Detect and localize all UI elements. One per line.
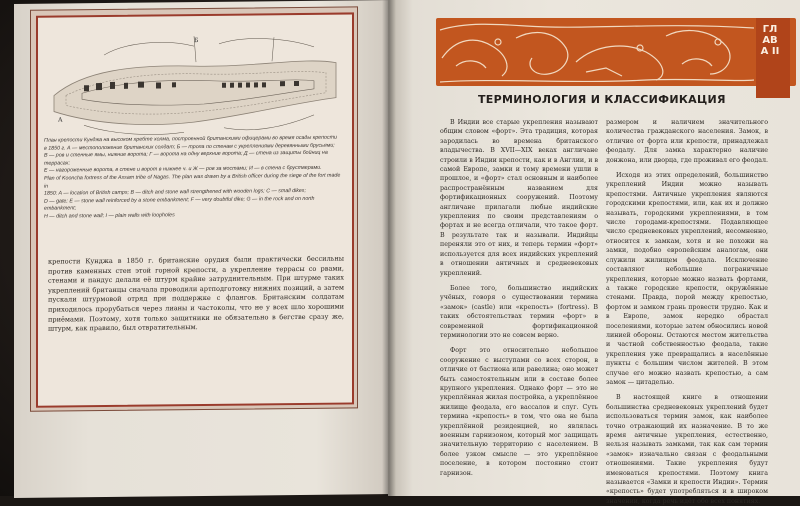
paragraph: В Индии все старые укрепления называют общим словом «форт». Эта традиция, которая зародилась во времена британского владычества. В XVII—XIX веках англичане строили в Индии крепости, как и в Англии, и в самой Европе, замки и тому времени ушли в прошлое, и «форт» стал основным и наиболее распространённым названием для фортификационных сооружений. Поэтому англичане прилагали любые индийские укрепления по своим представлениям о фортах и не всегда отличали, что такое форт. В результате так и называли. Индийцы переняли это от них, и теперь термин «форт» используется для всех индийских укреплений в отношении античных и средневековых укреплений. <box>440 119 598 277</box>
paragraph: размером и наличием значительного количества гражданского населения. Замок, в отличие от форта или крепости, принадлежал феодалу. Для замка характерно наличие донжона, или дворца, где проживал его феодал. <box>606 119 768 164</box>
left-paragraph: крепости Кунджа в 1850 г. британские орудия были практически бессильны против каменных стен этой горной крепости, а укрепление террасы со рвами, стенами и пандус делали её штурм крайне затруднительным. При штурме таких укреплений британцы сначала проводили артподготовку нижних позиций, а затем пускали штурмовой отряд при поддержке с флангов. Британским солдатам приходилось прорубаться через лианы и частоколы, что не у всех шло хорошими приёмами. Поэтому, хотя только защитники не обязательно в бегстве сразу же, штурм, как правило, был отвратительным. <box>48 254 344 333</box>
caption-line: План крепости Кунджа на высоком хребте холма, построенной британскими офицерами во время осады крепости <box>44 134 337 144</box>
left-page <box>14 0 392 498</box>
caption-line: H — ditch and stone wall; I — plain walls with loopholes <box>44 212 175 220</box>
text-column-left <box>440 118 598 478</box>
chapter-banner-ornament <box>436 18 796 86</box>
right-page <box>388 0 800 505</box>
caption-line: Е — нагороженные ворота, в стене и ворот в нижнее ч. и Ж — ров за мостами; И — в стена с брустверами. <box>44 165 322 175</box>
caption-line: 1850: A — location of British camps; B — ditch and stone wall strengthened with wooden logs; C — small dikes; <box>44 188 306 197</box>
text-column-right <box>606 118 768 506</box>
paragraph: Форт это относительно небольшое сооружение с выступами со всех сторон, в отличие от бастиона или равелина; оно может быть самостоятельным или в составе более крупного укрепления. Однако форт — это не укреплённая жилая постройка, а укреплённое жилище феодала, его вассалов и слуг. Суть термина «крепость» в том, что она не была укреплённой резиденцией, но являлась военным гарнизоном, который мог защищать значительную территорию с населением. В более узком смысле — это укреплённое поселение, в котором постоянно стоит гарнизон. <box>440 347 598 477</box>
chapter-heading: ТЕРМИНОЛОГИЯ И КЛАССИФИКАЦИЯ <box>478 93 726 106</box>
chapter-label: ГЛАВА II <box>760 24 780 57</box>
fortress-plan-illustration <box>44 23 344 146</box>
chapter-tab <box>756 18 790 98</box>
figure-caption <box>44 135 344 222</box>
paragraph: В настоящей книге в отношении большинства средневековых укреплений будет использоваться термин замок, как наиболее точно отражающий их назначение. В то же время античные укрепления, естественно, нельзя называть замками, так как сам термин «замок» изначально связан с феодальными отношениями. Такие укрепления будут именоваться крепостями. Поэтому книга называется «Замки и крепости Индии». Термин «крепость» будет употребляться и в широком значении, когда речь идёт обо всех понятиях. <box>606 394 768 505</box>
caption-line: D — gate; E — stone wall reinforced by a stone embankment; F — very doubtful dike; G — in the rock and on north embankment; <box>44 195 315 213</box>
figure-label-a: А <box>58 116 63 124</box>
left-body-text <box>48 255 344 335</box>
paragraph: Более того, большинство индийских учёных, говоря о существовании термина «замок» (castle) или «крепость» (fortress). В таких обстоятельствах термин «форт» в современной фортификационной терминологии это не совсем верно. <box>440 284 598 339</box>
figure-plate <box>30 6 358 411</box>
figure-label-b: Б <box>194 37 199 45</box>
ornament-animals-illustration <box>436 18 758 86</box>
figure-frame <box>36 12 354 407</box>
caption-line: Plan of Kooncha fortress of the Assam tribe of Nagas. The plan was drawn by a British officer during the siege of the fort made in <box>44 172 341 190</box>
caption-line: в 1850 г. А — местоположение британских солдат; Б — тропа по стенам с укреплениями деревянными брусьями; <box>44 142 335 152</box>
book-gutter-shadow <box>382 0 396 496</box>
caption-line: В — ров и стенные ямы, нижние ворота; Г — ворота на одну верхние ворота; Д — стена из защиты бойниц на террасах; <box>44 149 328 167</box>
paragraph: Исходя из этих определений, большинство укреплений Индии можно называть крепостями. Античные укрепления являются городскими крепостями, или, как их и должно называть, городскими укреплениями, в том числе городами-крепостями. Подавляющее число средневековых укреплений, несомненно, относится к замкам, хотя и не похожи на замки, подобно европейским аналогам, они служили жилищем феодала. Исключение составляют небольшие пограничные укрепления, которые можно назвать фортами, а также городские крепости, окружённые стенами. Правда, порой между крепостью, фортом и замком грань провести трудно. Как и в Европе, замок нередко обрастал поселениями, которые затем обносились новой линией обороны. Остаются местом жительства и частной собственностью феодала, такие укрепления уже превращались в населённые пункты с большим числом жителей. В этом случае его можно назвать крепостью, а сам замок — цитаделью. <box>606 172 768 386</box>
